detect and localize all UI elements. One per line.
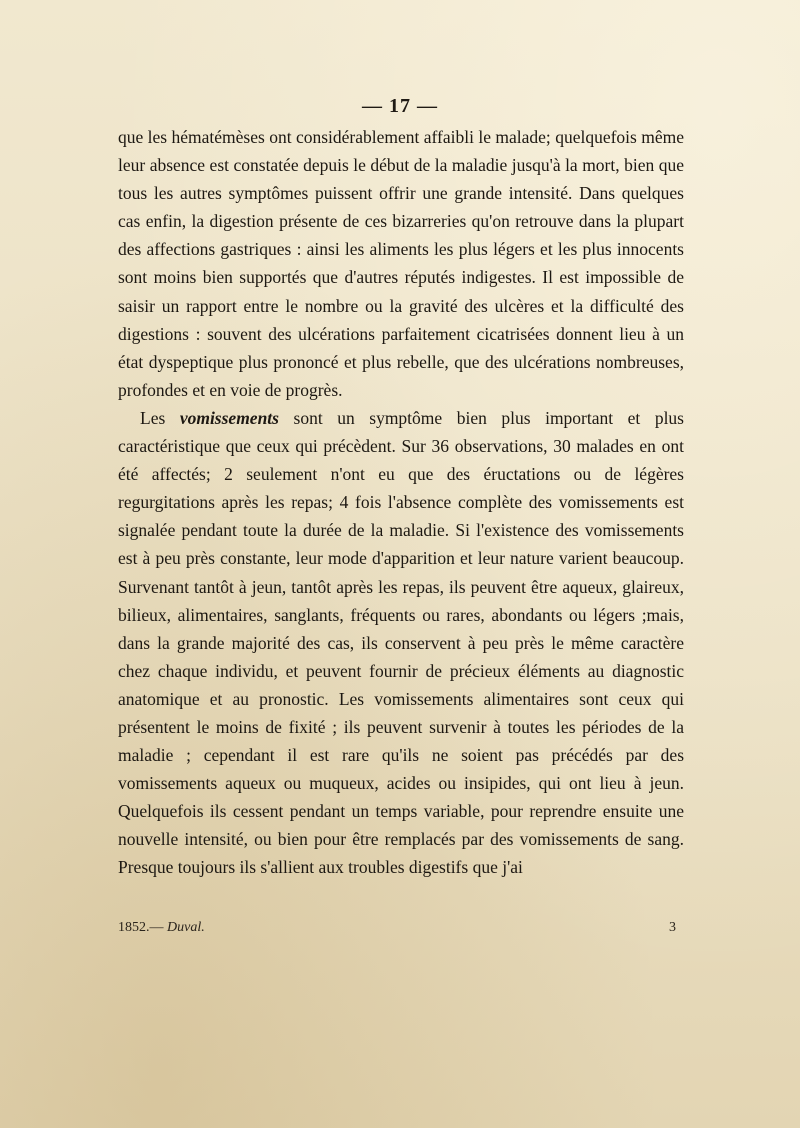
paragraph-2-start: Les bbox=[140, 407, 180, 428]
signature-mark bbox=[118, 920, 205, 936]
signature-year: 1852.— bbox=[118, 920, 167, 935]
signature-number: 3 bbox=[669, 920, 676, 935]
paragraph-2-emphasis: vomissements bbox=[179, 407, 279, 428]
running-head: — 17 — bbox=[362, 95, 438, 117]
body-text bbox=[118, 123, 684, 882]
paragraph-2 bbox=[118, 404, 684, 882]
paragraph-1: que les hématémèses ont considérablement affaibli le malade; quelquefois même leur absence est constatée depuis le début de la maladie jusqu'à la mort, bien que tous les autres symptômes puissent offrir une grande intensité. Dans quelques cas enfin, la digestion présente de ces bizarreries qu'on retrouve dans la plupart des affections gastriques : ainsi les aliments les plus légers et les plus innocents sont moins bien supportés que d'autres réputés indigestes. Il est impossible de saisir un rapport entre le nombre ou la gravité des ulcères et la difficulté des digestions : souvent des ulcérations parfaitement cicatrisées donnent lieu à un état dyspeptique plus prononcé et plus rebelle, que des ulcérations nombreuses, profondes et en voie de progrès. bbox=[118, 127, 684, 400]
paragraph-2-rest: sont un symptôme bien plus important et plus caractéristique que ceux qui précèdent. Sur 36 observations, 30 malades en ont été affectés; 2 seulement n'ont eu que des éructations ou de légères regurgitations après les repas; 4 fois l'absence complète des vomissements est signalée pendant toute la durée de la maladie. Si l'existence des vomissements est à peu près constante, leur mode d'apparition et leur nature varient beaucoup. Survenant tantôt à jeun, tantôt après les repas, ils peuvent être aqueux, glaireux, bilieux, alimentaires, sanglants, fréquents ou rares, abondants ou légers ;mais, dans la grande majorité des cas, ils conservent à peu près le même caractère chez chaque individu, et peuvent fournir de précieux éléments au diagnostic anatomique et au pronostic. Les vomissements alimentaires sont ceux qui présentent le moins de fixité ; ils peuvent survenir à toutes les périodes de la maladie ; cependant il est rare qu'ils ne soient pas précédés par des vomissements aqueux ou muqueux, acides ou insipides, qui ont lieu à jeun. Quelquefois ils cessent pendant un temps variable, pour reprendre ensuite une nouvelle intensité, ou bien pour être remplacés par des vomissements de sang. Presque toujours ils s'allient aux troubles digestifs que j'ai bbox=[118, 407, 684, 878]
signature-name: Duval. bbox=[167, 920, 205, 935]
